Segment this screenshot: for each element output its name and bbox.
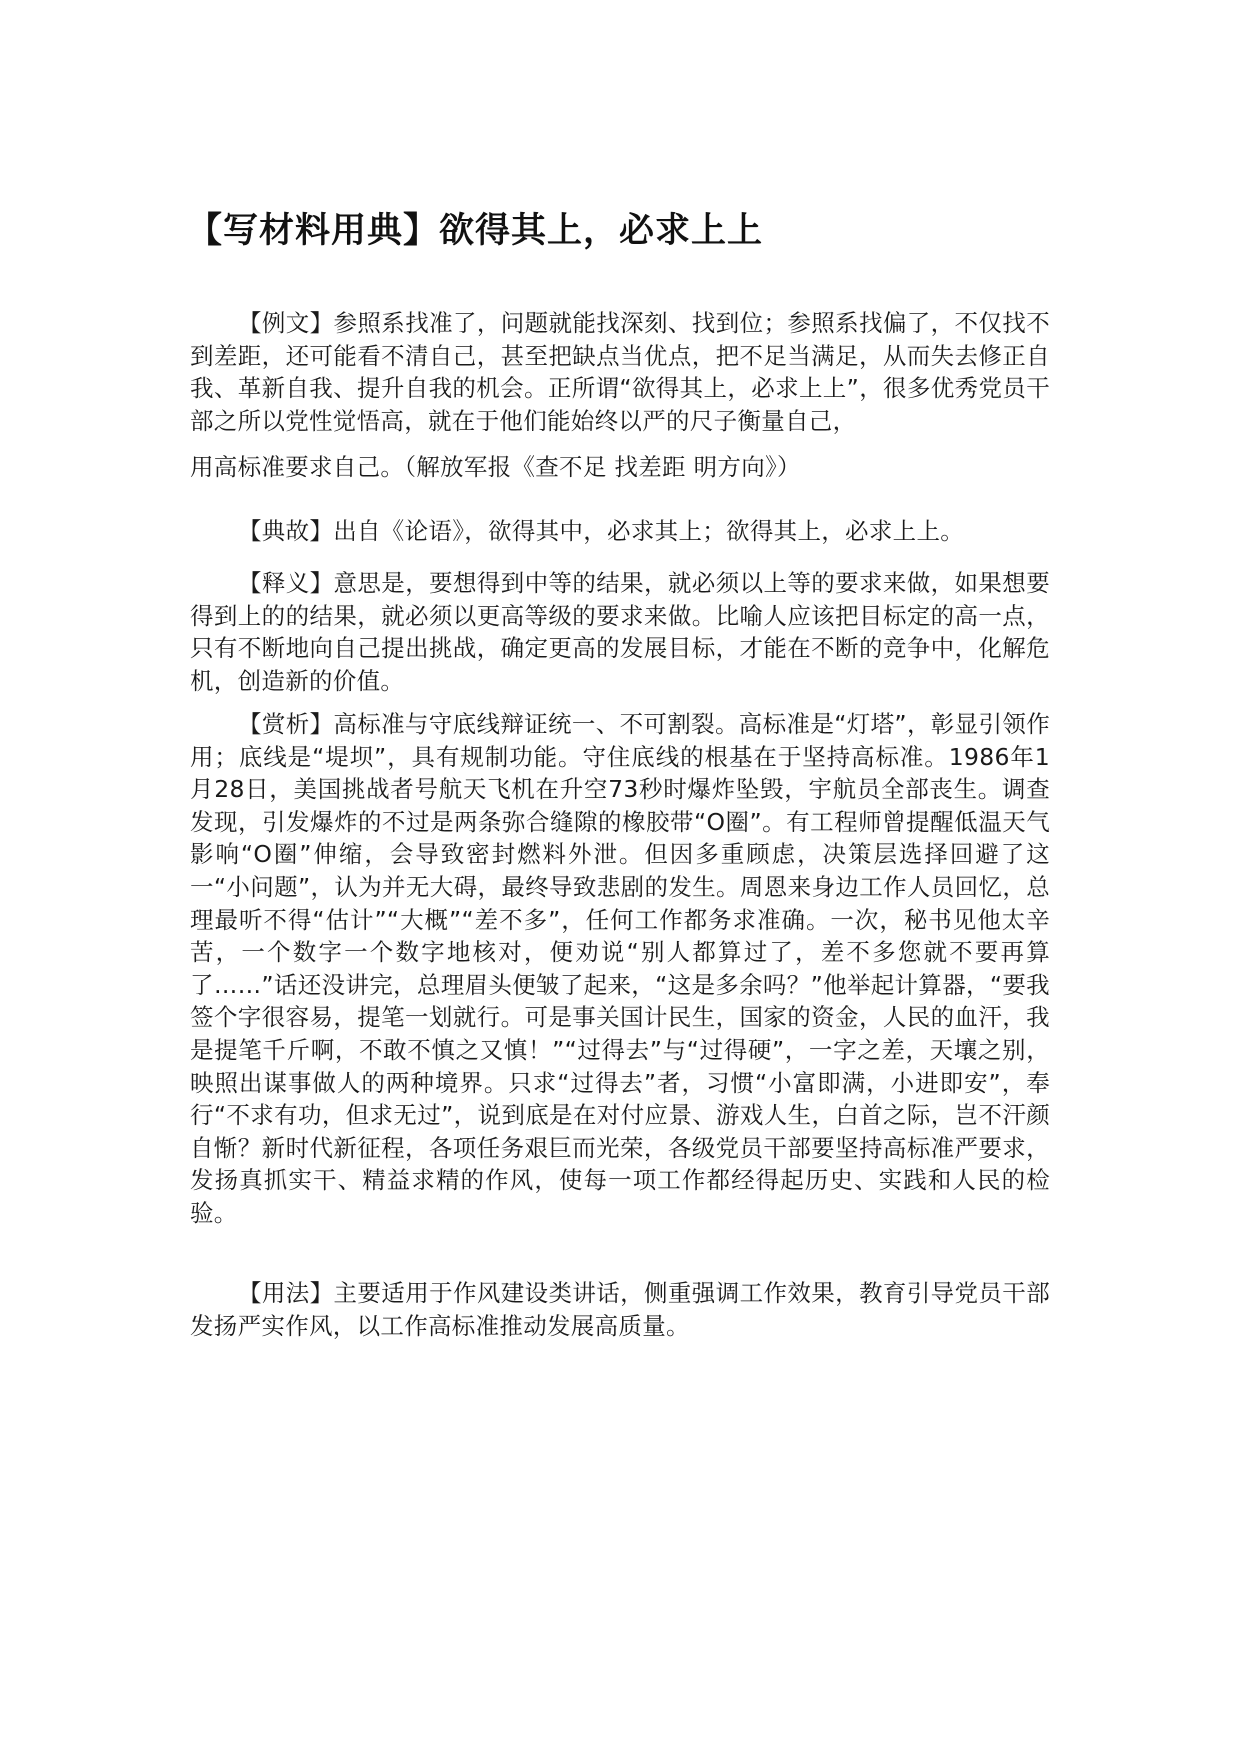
meaning-paragraph: 【释义】意思是，要想得到中等的结果，就必须以上等的要求来做，如果想要得到上的的结果，就必须以更高等级的要求来做。比喻人应该把目标定的高一点，只有不断地向自己提出挑战，确定更高的发展目标，才能在不断的竞争中，化解危机，创造新的价值。 [190, 569, 1050, 695]
usage-paragraph: 【用法】主要适用于作风建设类讲话，侧重强调工作效果，教育引导党员干部发扬严实作风，以工作高标准推动发展高质量。 [190, 1279, 1050, 1340]
example-source-line: 用高标准要求自己。（解放军报《查不足 找差距 明方向》） [190, 453, 801, 481]
document-title: 【写材料用典】欲得其上，必求上上 [187, 211, 764, 251]
appreciation-paragraph: 【赏析】高标准与守底线辩证统一、不可割裂。高标准是“灯塔”，彰显引领作用；底线是“堤坝”，具有规制功能。守住底线的根基在于坚持高标准。1986年1月28日，美国挑战者号航天飞机在升空73秒时爆炸坠毁，宇航员全部丧生。调查发现，引发爆炸的不过是两条弥合缝隙的橡胶带“O圈”。有工程师曾提醒低温天气影响“O圈”伸缩，会导致密封燃料外泄。但因多重顾虑，决策层选择回避了这一“小问题”，认为并无大碍，最终导致悲剧的发生。周恩来身边工作人员回忆，总理最听不得“估计”“大概”“差不多”，任何工作都务求准确。一次，秘书见他太辛苦，一个数字一个数字地核对，便劝说“别人都算过了，差不多您就不要再算了……”话还没讲完，总理眉头便皱了起来，“这是多余吗？”他举起计算器，“要我签个字很容易，提笔一划就行。可是事关国计民生，国家的资金，人民的血汗，我是提笔千斤啊，不敢不慎之又慎！”“过得去”与“过得硬”，一字之差，天壤之别，映照出谋事做人的两种境界。只求“过得去”者，习惯“小富即满，小进即安”，奉行“不求有功，但求无过”，说到底是在对付应景、游戏人生，白首之际，岂不汗颜自惭？新时代新征程，各项任务艰巨而光荣，各级党员干部要坚持高标准严要求，发扬真抓实干、精益求精的作风，使每一项工作都经得起历史、实践和人民的检验。 [190, 710, 1050, 1227]
allusion-paragraph: 【典故】出自《论语》，欲得其中，必求其上；欲得其上，必求上上。 [238, 517, 965, 545]
example-paragraph: 【例文】参照系找准了，问题就能找深刻、找到位；参照系找偏了，不仅找不到差距，还可能看不清自己，甚至把缺点当优点，把不足当满足，从而失去修正自我、革新自我、提升自我的机会。正所谓“欲得其上，必求上上”，很多优秀党员干部之所以党性觉悟高，就在于他们能始终以严的尺子衡量自己， [190, 309, 1050, 435]
